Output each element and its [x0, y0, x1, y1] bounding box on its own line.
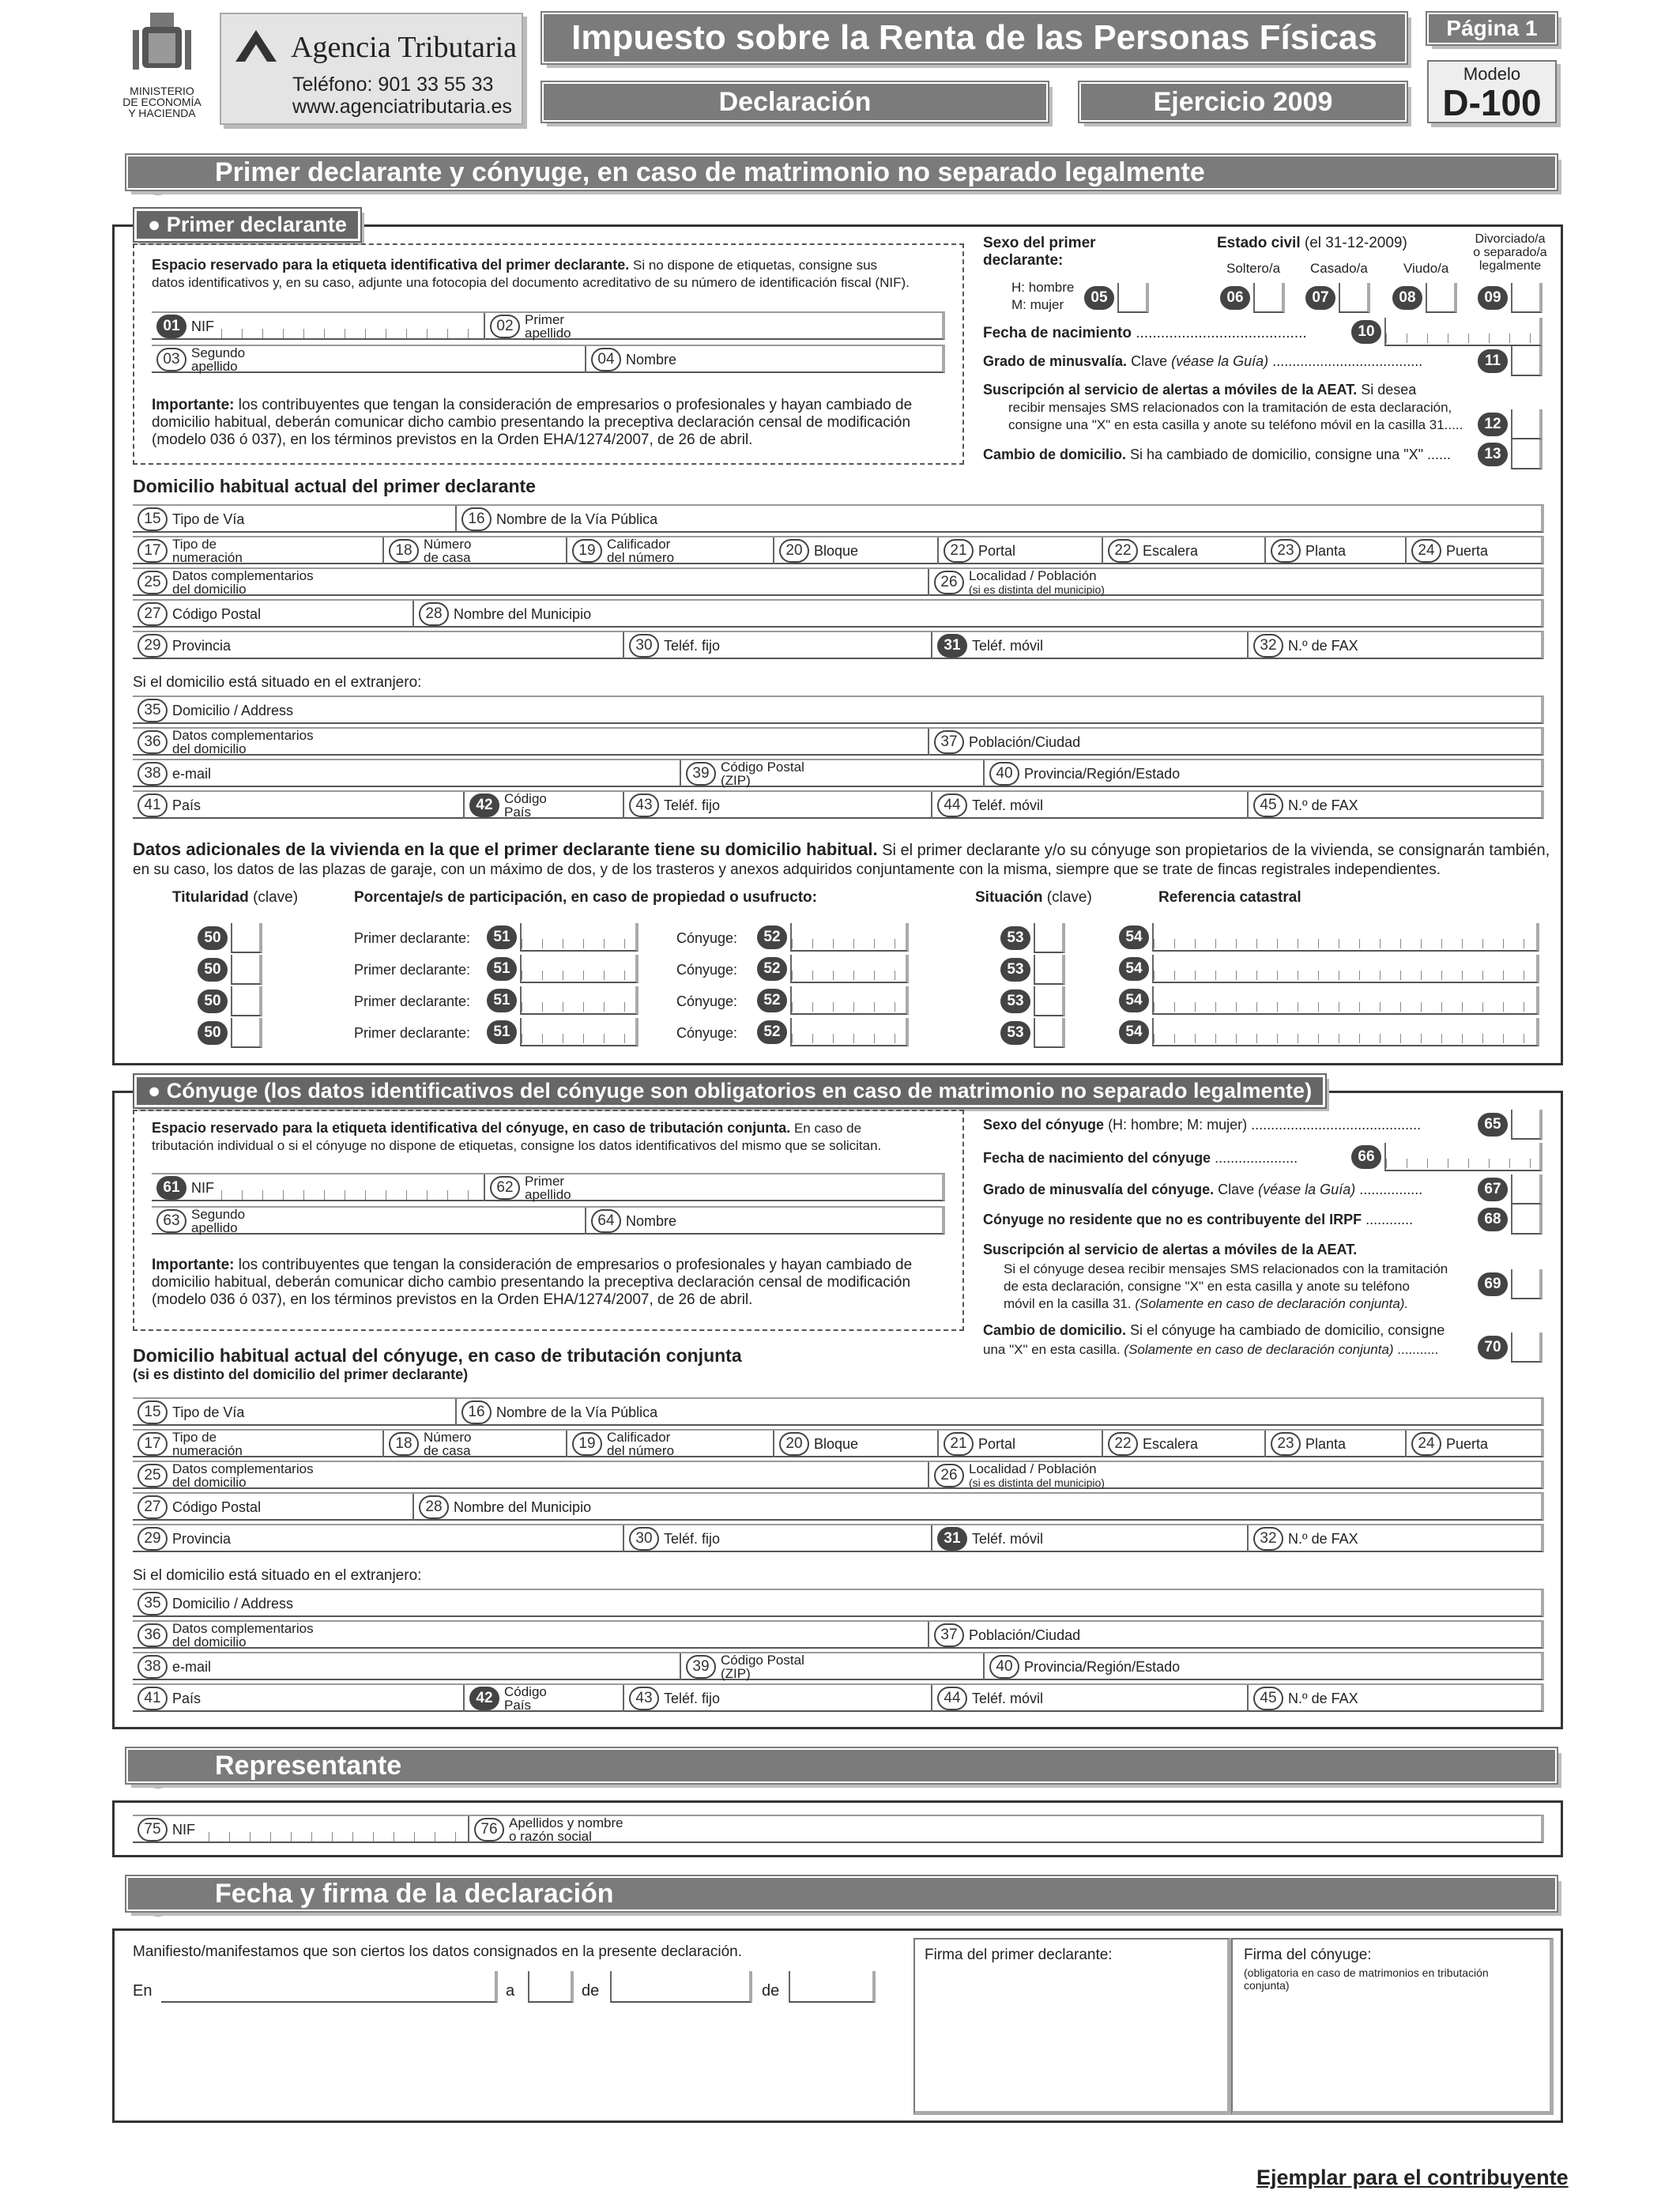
id2-row-1 [152, 1173, 945, 1201]
dom2-row-e [133, 1524, 1544, 1552]
ext1-row-b [133, 727, 1544, 756]
modelo-box [1427, 60, 1557, 123]
referencia-catastral-field[interactable]: 54 [1119, 955, 1539, 983]
firma-primer-declarante-box[interactable] [913, 1938, 1231, 2115]
fax-field[interactable]: 32 N.º de FAX [1247, 632, 1544, 659]
poblacion-field[interactable]: 37 Población/Ciudad [928, 1622, 1544, 1649]
escalera-field[interactable]: 22 Escalera [1102, 537, 1264, 564]
nombre-via-field[interactable]: 16 Nombre de la Vía Pública [455, 506, 1544, 533]
no-residente-box[interactable]: 68 [1478, 1204, 1543, 1235]
planta-field[interactable]: 23 Planta [1264, 537, 1405, 564]
provincia-field[interactable]: 29 Provincia [133, 1525, 623, 1552]
primer-apellido-conyuge-field[interactable]: 62 Primer apellido [484, 1174, 945, 1201]
ext1-row-c [133, 759, 1544, 787]
ext1-row-d [133, 790, 1544, 819]
titularidad-field[interactable]: 50 [198, 986, 262, 1016]
sexo-conyuge-box[interactable]: 65 [1478, 1110, 1543, 1140]
id-row-1 [152, 311, 945, 340]
fecha-nacimiento-field[interactable]: 10 [1351, 318, 1543, 346]
estado-civil-label: Estado civil (el 31-12-2009) [1217, 235, 1407, 251]
cambio-domicilio-conyuge-box[interactable]: 70 [1478, 1333, 1543, 1363]
bloque-field[interactable]: 20 Bloque [773, 1431, 937, 1457]
domicilio-address-field[interactable]: 35 Domicilio / Address [133, 697, 1544, 724]
lugar-field[interactable] [161, 1971, 498, 2003]
dom2-row-c [133, 1461, 1544, 1489]
pais-field[interactable]: 41 País [133, 792, 463, 819]
provincia-field[interactable]: 29 Provincia [133, 632, 623, 659]
escalera-field[interactable]: 22 Escalera [1102, 1431, 1264, 1457]
agency-name: Agencia Tributaria [291, 31, 518, 64]
nombre-field[interactable]: 04 Nombre [585, 346, 945, 373]
porcentaje-primer-field[interactable]: 51 [487, 923, 638, 952]
agency-web[interactable]: www.agenciatributaria.es [292, 96, 512, 118]
ministry-logo [119, 9, 205, 128]
mes-field[interactable] [610, 1971, 752, 2003]
codigo-postal-field[interactable]: 27 Código Postal [133, 601, 412, 628]
primer-declarante-tab: ● Primer declarante [134, 209, 360, 241]
dom1-row-e [133, 631, 1544, 659]
alertas-box[interactable]: 12 [1478, 409, 1543, 439]
ministry-line1: MINISTERIO [130, 85, 194, 97]
localidad-field[interactable]: 26 Localidad / Población (si es distinta del municipio) [928, 1462, 1544, 1489]
apellidos-representante-field[interactable]: 76 Apellidos y nombre o razón social [468, 1816, 1544, 1843]
grado-conyuge-box[interactable]: 67 [1478, 1174, 1543, 1204]
divorciado-box[interactable]: 09 [1478, 283, 1543, 313]
soltero-box[interactable]: 06 [1220, 283, 1285, 313]
municipio-field[interactable]: 28 Nombre del Municipio [412, 1494, 1544, 1521]
datos-compl-ext-field[interactable]: 36 Datos complementarios del domicilio [133, 729, 928, 756]
porcentaje-primer-field[interactable]: 51 [487, 1018, 638, 1046]
portal-field[interactable]: 21 Portal [937, 537, 1102, 564]
nombre-via-field[interactable]: 16 Nombre de la Vía Pública [455, 1399, 1544, 1426]
puerta-field[interactable]: 24 Puerta [1405, 537, 1544, 564]
fax-ext-field[interactable]: 45 N.º de FAX [1247, 792, 1544, 819]
situacion-field[interactable]: 53 [1000, 955, 1065, 985]
representante-title: Representante [126, 1748, 1557, 1783]
provincia-region-field[interactable]: 40 Provincia/Región/Estado [983, 1653, 1544, 1680]
tel-movil-ext-field[interactable]: 44 Teléf. móvil [931, 792, 1247, 819]
situacion-field[interactable]: 53 [1000, 986, 1065, 1016]
nif-field[interactable]: 01 NIF [152, 313, 484, 340]
segundo-apellido-field[interactable]: 03 Segundo apellido [152, 346, 585, 373]
tipo-via-field[interactable]: 15 Tipo de Vía [133, 506, 455, 533]
agency-phone: Teléfono: 901 33 55 33 [292, 74, 494, 96]
titularidad-field[interactable]: 50 [198, 955, 262, 985]
label-note-rest: Si no dispone de etiquetas, consigne sus [632, 258, 878, 273]
firma-title: Fecha y firma de la declaración [126, 1876, 1557, 1911]
nif-conyuge-field[interactable]: 61 NIF [152, 1174, 484, 1201]
numero-casa-field[interactable]: 18 Número de casa [382, 537, 566, 564]
datos-compl-ext-field[interactable]: 36 Datos complementarios del domicilio [133, 1622, 928, 1649]
email-field[interactable]: 38 e-mail [133, 760, 680, 787]
agency-box [220, 13, 523, 125]
codigo-pais-field[interactable]: 42 Código País [463, 1685, 623, 1712]
manifiesto-text: Manifiesto/manifestamos que son ciertos los datos consignados en la presente declaración. [133, 1943, 742, 1960]
conyuge-tab: ● Cónyuge (los datos identificativos del cónyuge son obligatorios en caso de matrimonio no separado legalmente) [134, 1075, 1325, 1107]
porcentaje-conyuge-field[interactable]: 52 [757, 1018, 909, 1046]
codigo-postal-field[interactable]: 27 Código Postal [133, 1494, 412, 1521]
tel-fijo-ext-field[interactable]: 43 Teléf. fijo [623, 792, 931, 819]
puerta-field[interactable]: 24 Puerta [1405, 1431, 1544, 1457]
extranjero-label-2: Si el domicilio está situado en el extranjero: [133, 1567, 422, 1584]
portal-field[interactable]: 21 Portal [937, 1431, 1102, 1457]
primer-apellido-field[interactable]: 02 Primer apellido [484, 313, 945, 340]
ext2-row-a [133, 1589, 1544, 1617]
referencia-catastral-field[interactable]: 54 [1119, 1018, 1539, 1046]
modelo-label: Modelo [1463, 64, 1521, 84]
bloque-field[interactable]: 20 Bloque [773, 537, 937, 564]
situacion-field[interactable]: 53 [1000, 923, 1065, 953]
tel-fijo-ext-field[interactable]: 43 Teléf. fijo [623, 1685, 931, 1712]
coat-of-arms-icon [119, 9, 205, 81]
numero-casa-field[interactable]: 18 Número de casa [382, 1431, 566, 1457]
porcentaje-conyuge-field[interactable]: 52 [757, 955, 909, 983]
tipo-numeracion-field[interactable]: 17 Tipo de numeración [133, 1431, 382, 1457]
cp-zip-field[interactable]: 39 Código Postal (ZIP) [680, 1653, 983, 1680]
dia-field[interactable] [528, 1971, 574, 2003]
tipo-via-field[interactable]: 15 Tipo de Vía [133, 1399, 455, 1426]
modelo-number: D-100 [1442, 82, 1542, 123]
domicilio-address-field[interactable]: 35 Domicilio / Address [133, 1590, 1544, 1617]
planta-field[interactable]: 23 Planta [1264, 1431, 1405, 1457]
titularidad-field[interactable]: 50 [198, 1018, 262, 1048]
tipo-numeracion-field[interactable]: 17 Tipo de numeración [133, 537, 382, 564]
sexo-box[interactable]: 05 [1084, 283, 1149, 313]
porcentaje-primer-field[interactable]: 51 [487, 955, 638, 983]
telefono-fijo-field[interactable]: 30 Teléf. fijo [623, 632, 931, 659]
localidad-field[interactable]: 26 Localidad / Población (si es distinta del municipio) [928, 569, 1544, 596]
footer-text: Ejemplar para el contribuyente [1256, 2166, 1569, 2189]
calificador-field[interactable]: 19 Calificador del número [566, 1431, 773, 1457]
datos-complementarios-field[interactable]: 25 Datos complementarios del domicilio [133, 1462, 928, 1489]
nif-representante-field[interactable]: 75 NIF [133, 1816, 468, 1843]
cp-zip-field[interactable]: 39 Código Postal (ZIP) [680, 760, 983, 787]
municipio-field[interactable]: 28 Nombre del Municipio [412, 601, 1544, 628]
ministry-line2: DE ECONOMÍA [122, 96, 202, 108]
dom2-row-b [133, 1429, 1544, 1457]
ejercicio-label: Ejercicio 2009 [1079, 82, 1407, 122]
cambio-domicilio-box[interactable]: 13 [1478, 439, 1543, 469]
casado-box[interactable]: 07 [1305, 283, 1370, 313]
segundo-apellido-conyuge-field[interactable]: 63 Segundo apellido [152, 1208, 585, 1235]
dom1-row-d [133, 599, 1544, 628]
ext2-row-d [133, 1683, 1544, 1712]
fecha-nacimiento-conyuge-field[interactable]: 66 [1351, 1143, 1543, 1171]
telefono-movil-field[interactable]: 31 Teléf. móvil [931, 632, 1247, 659]
alertas-conyuge-box[interactable]: 69 [1478, 1269, 1543, 1299]
porcentaje-conyuge-field[interactable]: 52 [757, 923, 909, 952]
dom1-row-b [133, 536, 1544, 564]
fecha-nacimiento-label: Fecha de nacimiento ......................................... [983, 325, 1307, 341]
telefono-fijo-field[interactable]: 30 Teléf. fijo [623, 1525, 931, 1552]
agency-logo-icon [235, 30, 277, 62]
fax-ext-field[interactable]: 45 N.º de FAX [1247, 1685, 1544, 1712]
email-field[interactable]: 38 e-mail [133, 1653, 680, 1680]
firma-conyuge-box[interactable] [1231, 1938, 1554, 2115]
ext2-row-c [133, 1652, 1544, 1680]
sexo-label: Sexo del primer [983, 235, 1096, 251]
tel-movil-ext-field[interactable]: 44 Teléf. móvil [931, 1685, 1247, 1712]
label-note-bold: Espacio reservado para la etiqueta identificativa del primer declarante. [152, 257, 630, 273]
dom2-row-a [133, 1397, 1544, 1426]
viudo-box[interactable]: 08 [1392, 283, 1457, 313]
ext2-row-b [133, 1620, 1544, 1649]
dom2-row-d [133, 1492, 1544, 1521]
titularidad-field[interactable]: 50 [198, 923, 262, 953]
codigo-pais-field[interactable]: 42 Código País [463, 792, 623, 819]
fax-field[interactable]: 32 N.º de FAX [1247, 1525, 1544, 1552]
label-note-line2: datos identificativos y, en su caso, adjunte una fotocopia del documento acreditativo de su número de identificación fiscal (NIF). [152, 275, 910, 290]
porcentaje-conyuge-field[interactable]: 52 [757, 986, 909, 1015]
domicilio-title-1: Domicilio habitual actual del primer declarante [133, 476, 536, 496]
domicilio-title-2: Domicilio habitual actual del cónyuge, en caso de tributación conjunta [133, 1345, 742, 1366]
id-row-2 [152, 345, 945, 373]
dom1-row-a [133, 504, 1544, 533]
calificador-field[interactable]: 19 Calificador del número [566, 537, 773, 564]
provincia-region-field[interactable]: 40 Provincia/Región/Estado [983, 760, 1544, 787]
extranjero-label: Si el domicilio está situado en el extranjero: [133, 674, 422, 691]
situacion-field[interactable]: 53 [1000, 1018, 1065, 1048]
representante-row [133, 1815, 1544, 1843]
ext1-row-a [133, 696, 1544, 724]
declaracion-label: Declaración [542, 82, 1048, 122]
poblacion-field[interactable]: 37 Población/Ciudad [928, 729, 1544, 756]
grado-minusvalia-box[interactable]: 11 [1478, 346, 1543, 376]
section1-title: Primer declarante y cónyuge, en caso de matrimonio no separado legalmente [126, 155, 1557, 190]
dom1-row-c [133, 567, 1544, 596]
form-title: Impuesto sobre la Renta de las Personas Físicas [542, 13, 1407, 63]
telefono-movil-field[interactable]: 31 Teléf. móvil [931, 1525, 1247, 1552]
nombre-conyuge-field[interactable]: 64 Nombre [585, 1208, 945, 1235]
referencia-catastral-field[interactable]: 54 [1119, 923, 1539, 952]
datos-complementarios-field[interactable]: 25 Datos complementarios del domicilio [133, 569, 928, 596]
pagina-label: Página 1 [1427, 13, 1557, 44]
porcentaje-primer-field[interactable]: 51 [487, 986, 638, 1015]
anio-field[interactable] [789, 1971, 876, 2003]
pais-field[interactable]: 41 País [133, 1685, 463, 1712]
referencia-catastral-field[interactable]: 54 [1119, 986, 1539, 1015]
id2-row-2 [152, 1206, 945, 1235]
ministry-line3: Y HACIENDA [128, 107, 196, 119]
